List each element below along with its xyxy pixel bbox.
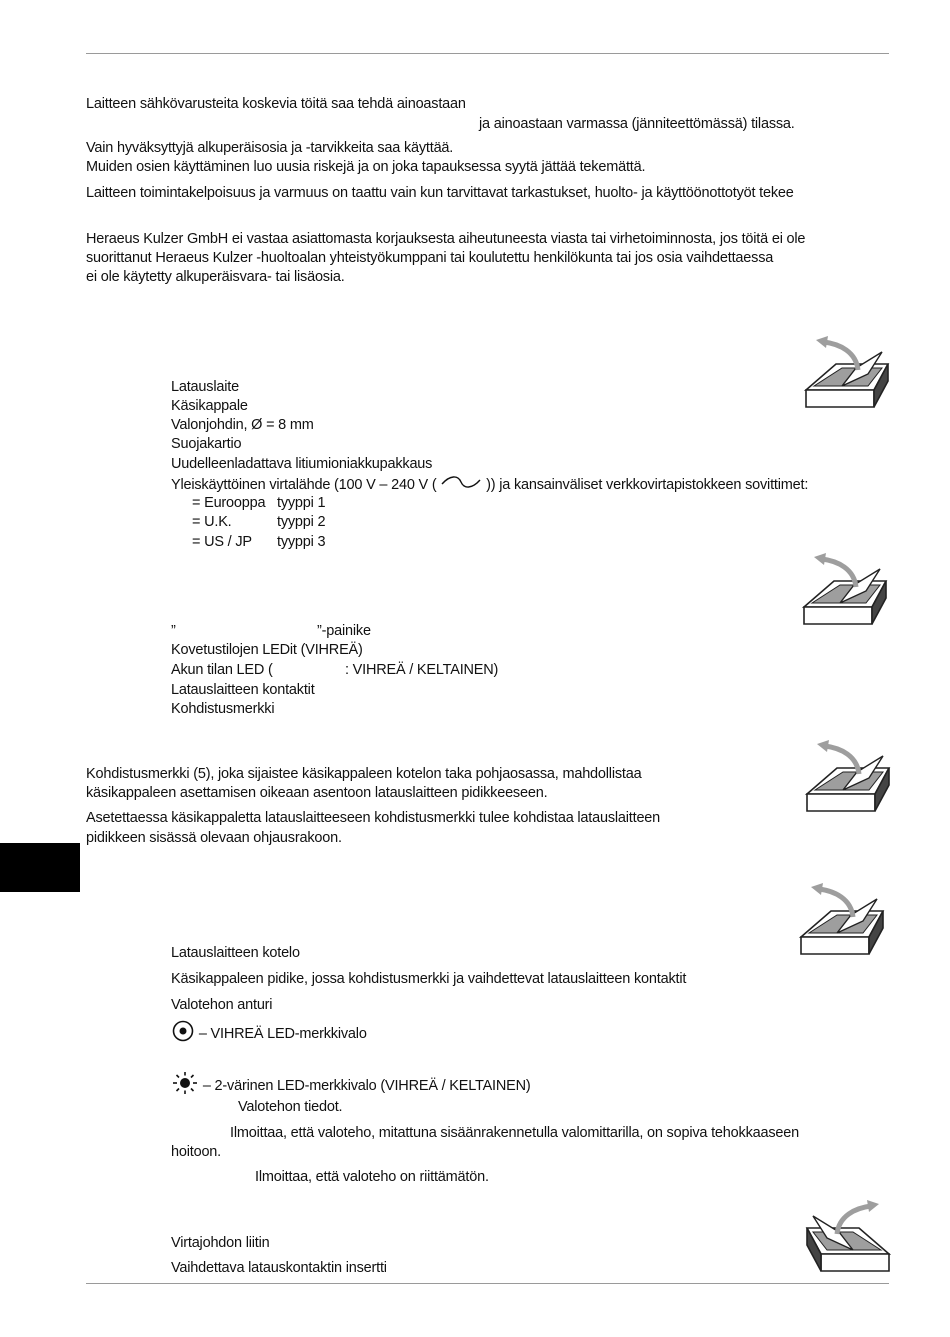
sun-led-icon (171, 1072, 199, 1100)
fold-out-page-icon (797, 883, 887, 953)
alignment-p2-line2: pidikkeen sisässä olevaan ohjausrakoon. (86, 830, 342, 846)
green-led-text: – VIHREÄ LED-merkkivalo (198, 1025, 367, 1042)
alignment-p1-line2: käsikappaleen asettamisen oikeaan asentoon latauslaitteen pidikkeeseen. (86, 785, 548, 801)
delivery-item: Latauslaite (171, 379, 239, 395)
alignment-p2-line1: Asetettaessa käsikappaletta latauslaitteeseen kohdistusmerkki tulee kohdistaa latauslaitteen (86, 810, 661, 826)
bicolor-led-line (171, 1072, 531, 1100)
circled-dot-icon (171, 1020, 195, 1048)
adapter-region: = U.K. (192, 514, 232, 530)
power-socket: Virtajohdon liitin (171, 1235, 270, 1251)
contact-insert: Vaihdettava latauskontaktin insertti (171, 1260, 387, 1276)
safety-p4-line2: suorittanut Heraeus Kulzer -huoltoalan yhteistyökumppani tai koulutettu henkilökunta tai jos osia vaihdettaessa (86, 250, 774, 266)
handpiece-mark: Kohdistusmerkki (171, 701, 275, 717)
fold-out-page-icon (803, 1200, 893, 1270)
safety-p4-line3: ei ole käytetty alkuperäisvara- tai lisäosia. (86, 269, 345, 285)
battery-led-before: Akun tilan LED ( (171, 662, 273, 678)
ac-wave-icon (440, 475, 482, 495)
handpiece-leds: Kovetustilojen LEDit (VIHREÄ) (171, 642, 363, 658)
safety-p3-line1: Laitteen toimintakelpoisuus ja varmuus on taattu vain kun tarvittavat tarkastukset, huolto- ja käyttöönottotyöt tekee (86, 185, 794, 201)
bottom-rule (86, 1283, 889, 1284)
top-rule (86, 53, 889, 54)
handpiece-contacts: Latauslaitteen kontaktit (171, 682, 315, 698)
adapter-type: tyyppi 1 (277, 495, 326, 511)
charger-holder: Käsikappaleen pidike, jossa kohdistusmerkki ja vaihdettevat latauslaitteen kontaktit (171, 971, 687, 987)
button-label-close: ”-painike (317, 623, 371, 639)
adapter-type: tyyppi 3 (277, 534, 326, 550)
delivery-item: Uudelleenladattava litiumioniakkupakkaus (171, 456, 433, 472)
bicolor-led-text: – 2-värinen LED-merkkivalo (VIHREÄ / KELTAINEN) (202, 1077, 531, 1094)
adapter-region: = US / JP (192, 534, 252, 550)
black-thumb-tab (0, 843, 80, 892)
adapter-region: = Eurooppa (192, 495, 266, 511)
psu-text-before: Yleiskäyttöinen virtalähde (100 V – 240 V ( (171, 476, 437, 493)
safety-p4-line1: Heraeus Kulzer GmbH ei vastaa asiattomasta korjauksesta aiheutuneesta viasta tai virhetoiminnosta, jos töitä ei ole (86, 231, 806, 247)
light-insufficient: Ilmoittaa, että valoteho on riittämätön. (255, 1169, 489, 1185)
fold-out-page-icon (803, 740, 893, 810)
button-label-open: ” (171, 623, 176, 639)
safety-p1-line1: Laitteen sähkövarusteita koskevia töitä saa tehdä ainoastaan (86, 96, 466, 112)
delivery-item: Suojakartio (171, 436, 242, 452)
safety-p2-line2: Muiden osien käyttäminen luo uusia riskejä ja on joka tapauksessa syytä jättää tekemättä. (86, 159, 646, 175)
adapter-type: tyyppi 2 (277, 514, 326, 530)
green-led-line (171, 1020, 367, 1048)
safety-p2-line1: Vain hyväksyttyjä alkuperäisosia ja -tarvikkeita saa käyttää. (86, 140, 454, 156)
power-supply-line (171, 475, 808, 495)
battery-led-after: : VIHREÄ / KELTAINEN) (345, 662, 499, 678)
light-ok-line2: hoitoon. (171, 1144, 221, 1160)
light-ok-line1: Ilmoittaa, että valoteho, mitattuna sisäänrakennetulla valomittarilla, on sopiva tehokkaaseen (230, 1125, 799, 1141)
charger-sensor: Valotehon anturi (171, 997, 273, 1013)
safety-p1-line2: ja ainoastaan varmassa (jänniteettömässä) tilassa. (479, 116, 795, 132)
psu-text-after: )) ja kansainväliset verkkovirtapistokkeen sovittimet: (486, 476, 809, 493)
light-info: Valotehon tiedot. (238, 1099, 343, 1115)
delivery-item: Valonjohdin, Ø = 8 mm (171, 417, 314, 433)
charger-housing: Latauslaitteen kotelo (171, 945, 300, 961)
alignment-p1-line1: Kohdistusmerkki (5), joka sijaistee käsikappaleen kotelon taka pohjaosassa, mahdollistaa (86, 766, 642, 782)
delivery-item: Käsikappale (171, 398, 248, 414)
fold-out-page-icon (802, 336, 892, 406)
fold-out-page-icon (800, 553, 890, 623)
